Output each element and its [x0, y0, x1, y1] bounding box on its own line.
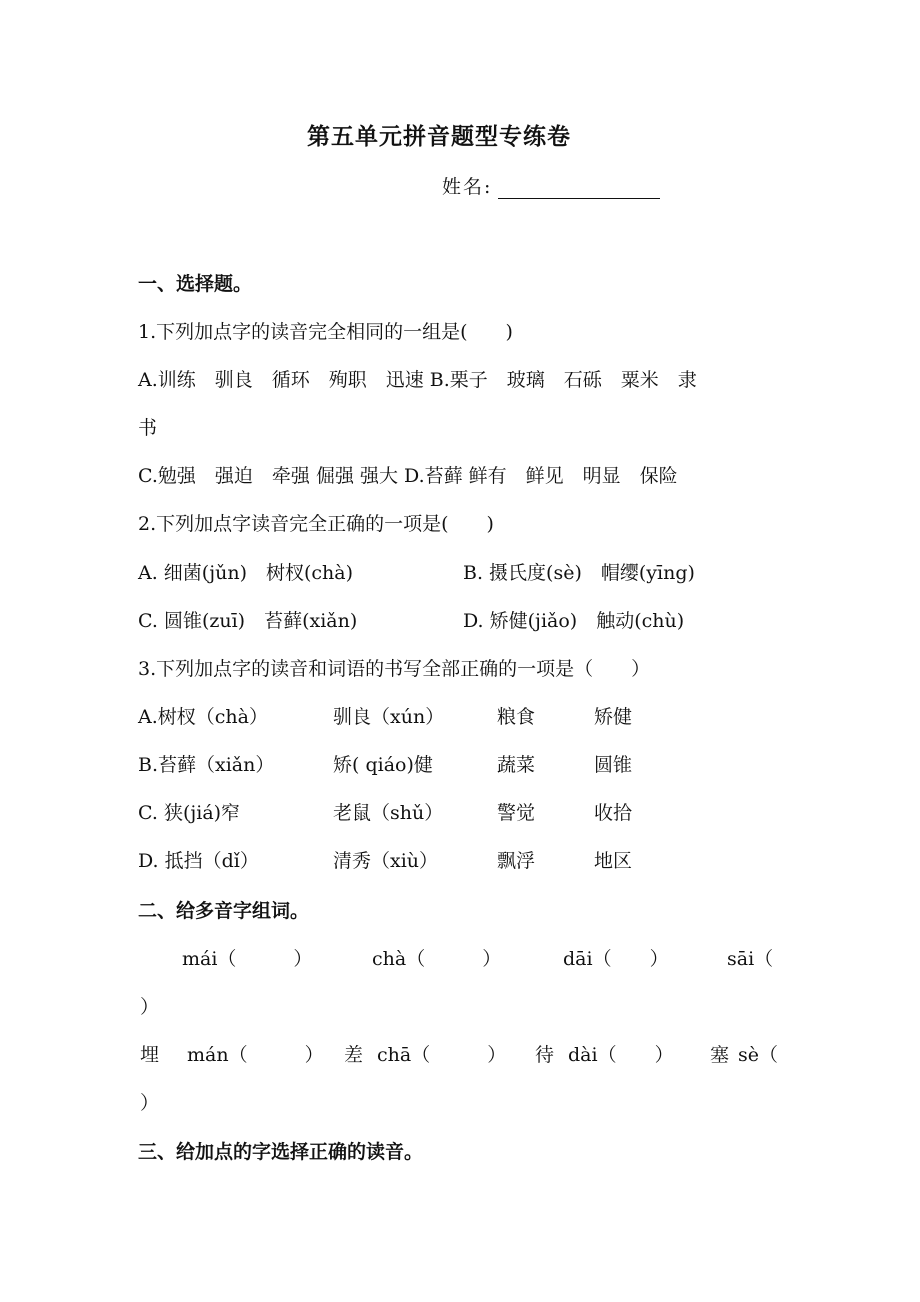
q2-option-b: B. 摄氏度(sè) 帽缨(yīng) [463, 562, 695, 584]
q3-row-d-col4: 地区 [594, 850, 633, 872]
q3-row-b-col4: 圆锥 [594, 754, 633, 776]
char-sai: 塞 [710, 1044, 730, 1066]
q2-option-d: D. 矫健(jiǎo) 触动(chù) [463, 610, 685, 632]
q3-row-d-col3: 飘浮 [497, 850, 536, 872]
q3-row-a-col1: A.树杈（chà） [138, 706, 268, 728]
q2-option-a: A. 细菌(jǔn) 树杈(chà) [138, 562, 354, 584]
q2-stem: 2.下列加点字读音完全正确的一项是( ) [138, 513, 494, 535]
q3-row-b-col3: 蔬菜 [497, 754, 536, 776]
name-blank-line[interactable] [498, 176, 660, 199]
polyphone-row2-continued: ） [140, 1092, 160, 1114]
q3-row-c-col3: 警觉 [497, 802, 536, 824]
polyphone-se: sè（ [738, 1044, 778, 1066]
polyphone-row1-continued: ） [140, 996, 160, 1018]
q3-row-a-col3: 粮食 [497, 706, 536, 728]
section2-heading: 二、给多音字组词。 [138, 900, 310, 922]
polyphone-dai4: dài（ ） [568, 1044, 674, 1066]
name-field-row [442, 172, 660, 199]
q1-option-ab-continued: 书 [138, 417, 158, 439]
polyphone-man: mán（ ） [187, 1044, 324, 1066]
polyphone-mai: mái（ ） [182, 948, 313, 970]
polyphone-cha4: chà（ ） [372, 948, 502, 970]
q3-row-c-col2: 老鼠（shǔ） [333, 802, 444, 824]
q3-row-d-col2: 清秀（xiù） [333, 850, 439, 872]
q3-row-b-col1: B.苔藓（xiǎn） [138, 754, 275, 776]
char-cha: 差 [344, 1044, 364, 1066]
section1-heading: 一、选择题。 [138, 273, 253, 295]
q3-row-b-col2: 矫( qiáo)健 [333, 754, 433, 776]
q1-option-ab: A.训练 驯良 循环 殉职 迅速 B.栗子 玻璃 石砾 粟米 隶 [138, 369, 697, 391]
q3-row-a-col4: 矫健 [594, 706, 633, 728]
polyphone-dai1: dāi（ ） [563, 948, 669, 970]
q3-row-c-col1: C. 狭(jiá)窄 [138, 802, 241, 824]
q3-row-c-col4: 收拾 [594, 802, 633, 824]
char-dai: 待 [535, 1044, 555, 1066]
q1-option-cd: C.勉强 强迫 牵强 倔强 强大 D.苔藓 鲜有 鲜见 明显 保险 [138, 465, 678, 487]
q3-stem: 3.下列加点字的读音和词语的书写全部正确的一项是（ ） [138, 658, 651, 680]
char-mai: 埋 [140, 1044, 160, 1066]
section3-heading: 三、给加点的字选择正确的读音。 [138, 1141, 424, 1163]
polyphone-cha1: chā（ ） [377, 1044, 507, 1066]
page-title: 第五单元拼音题型专练卷 [307, 123, 571, 150]
name-label: 姓名: [442, 176, 493, 198]
q2-option-c: C. 圆锥(zuī) 苔藓(xiǎn) [138, 610, 358, 632]
q1-stem: 1.下列加点字的读音完全相同的一组是( ) [138, 321, 513, 343]
q3-row-d-col1: D. 抵挡（dǐ） [138, 850, 259, 872]
q3-row-a-col2: 驯良（xún） [333, 706, 445, 728]
polyphone-sai: sāi（ [727, 948, 774, 970]
